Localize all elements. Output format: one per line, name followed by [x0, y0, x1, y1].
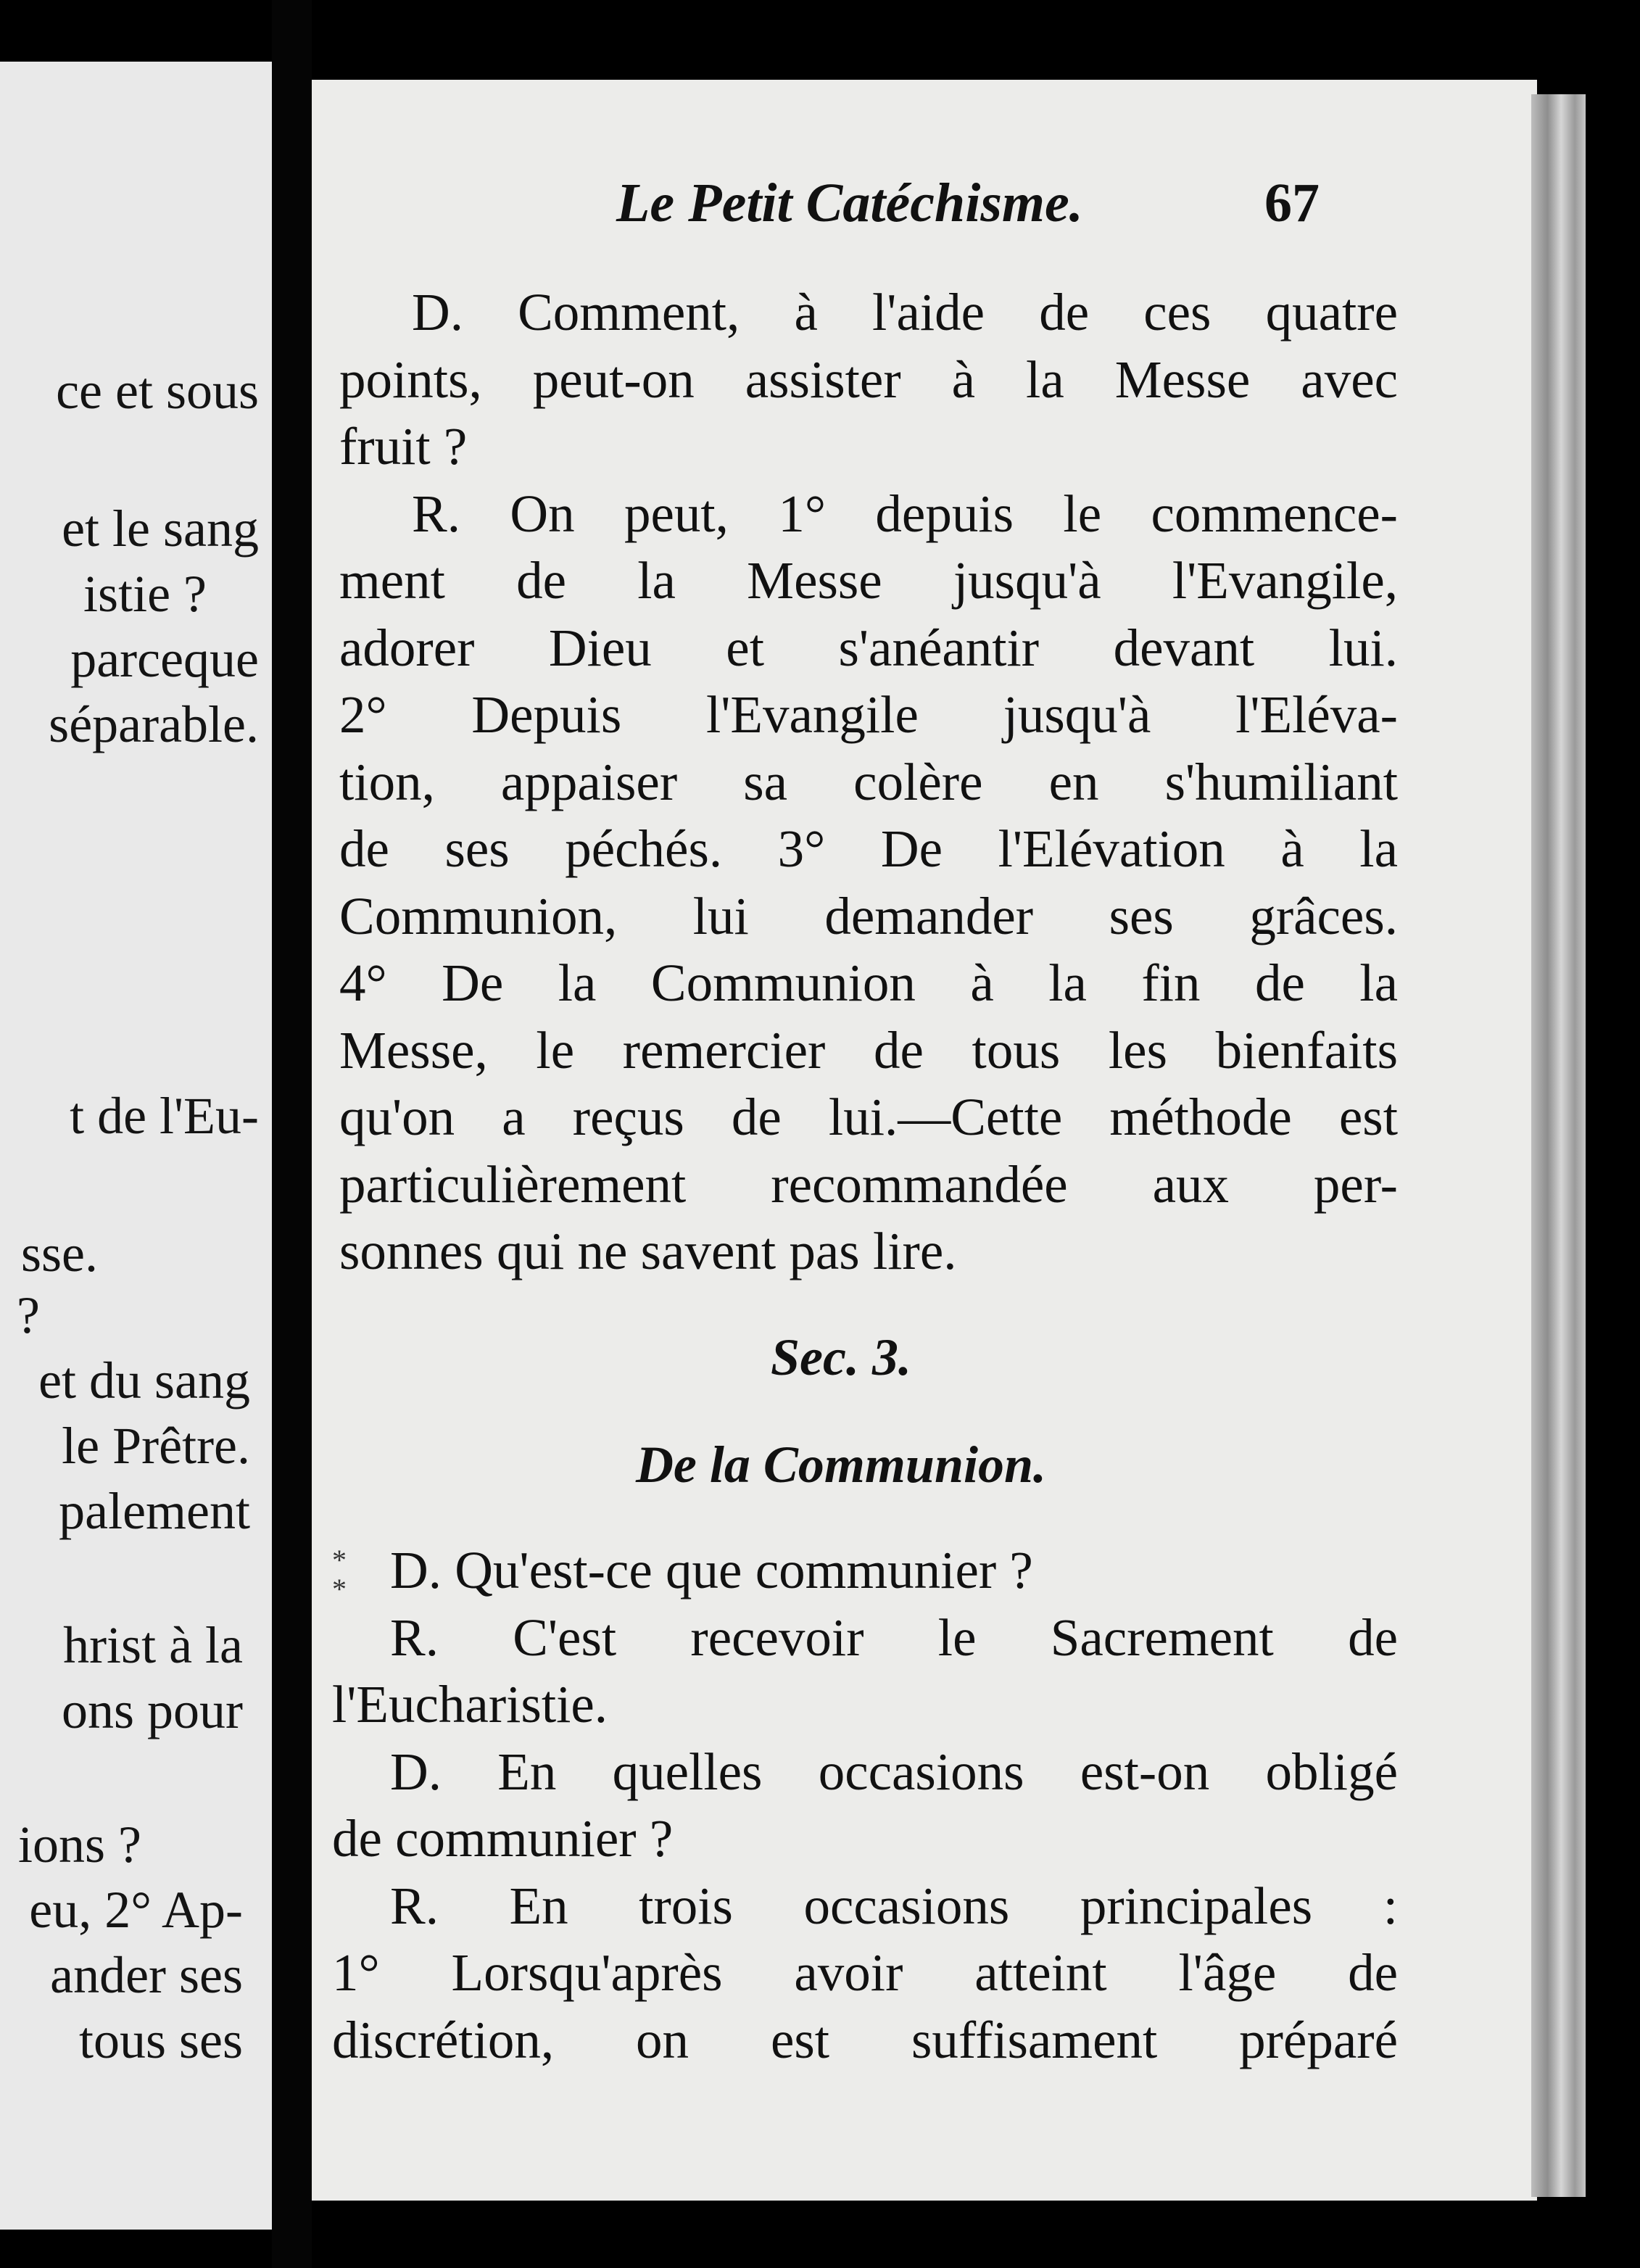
text-line: points, peut-on assister à la Messe avec [339, 349, 1398, 409]
left-facing-page [0, 62, 272, 2230]
paragraph-block-top [339, 279, 1398, 1286]
book-page [312, 80, 1537, 2201]
running-head [312, 167, 1414, 239]
left-page-fragment: et le sang [62, 500, 259, 558]
left-page-fragment: t de l'Eu- [70, 1087, 259, 1145]
book-gutter [272, 0, 312, 2268]
text-line: R. En trois occasions principales : [390, 1876, 1398, 1935]
text-line: sonnes qui ne savent pas lire. [339, 1222, 957, 1280]
page-number: 67 [1264, 173, 1320, 233]
left-page-fragment: parceque [70, 630, 259, 688]
text-line: discrétion, on est suffisament préparé [332, 2010, 1398, 2069]
text-line: 1° Lorsqu'après avoir atteint l'âge de [332, 1943, 1398, 2002]
text-line: D. Comment, à l'aide de ces quatre [412, 283, 1398, 342]
section-title: De la Communion. [635, 1436, 1047, 1494]
left-page-fragment: eu, 2° Ap- [29, 1881, 243, 1939]
left-page-fragment: tous ses [78, 2011, 243, 2069]
left-page-fragment: sse. [21, 1225, 98, 1283]
text-line: qu'on a reçus de lui.—Cette méthode est [339, 1088, 1398, 1146]
star-mark: * [332, 1544, 347, 1576]
text-line: ment de la Messe jusqu'à l'Evangile, [339, 551, 1398, 610]
left-page-fragment: hrist à la [63, 1616, 243, 1674]
text-line: fruit ? [339, 417, 468, 476]
text-line: tion, appaiser sa colère en s'humiliant [339, 752, 1398, 811]
text-line: Communion, lui demander ses grâces. [339, 886, 1398, 945]
paragraph-block-bottom [332, 1537, 1398, 2074]
running-title: Le Petit Catéchisme. [616, 173, 1083, 233]
text-line: R. C'est recevoir le Sacrement de [390, 1607, 1398, 1667]
left-page-fragment: ander ses [50, 1946, 243, 2004]
star-mark: * [332, 1573, 347, 1605]
text-line: 4° De la Communion à la fin de la [339, 953, 1398, 1012]
left-page-fragment: ions ? [18, 1816, 141, 1874]
text-line: D. En quelles occasions est-on obligé [390, 1742, 1398, 1801]
text-line: 2° Depuis l'Evangile jusqu'à l'Eléva- [339, 685, 1398, 744]
left-page-fragment: ? [17, 1286, 40, 1344]
text-line: de communier ? [332, 1809, 674, 1868]
text-line: D. Qu'est-ce que communier ? [390, 1541, 1033, 1599]
text-line: particulièrement recommandée aux per- [339, 1154, 1398, 1214]
text-line: Messe, le remercier de tous les bienfaits [339, 1020, 1398, 1080]
text-line: de ses péchés. 3° De l'Elévation à la [339, 819, 1398, 878]
text-line: R. On peut, 1° depuis le commence- [412, 484, 1398, 543]
left-page-fragment: palement [59, 1482, 250, 1540]
page-edge [1531, 94, 1586, 2197]
text-line: l'Eucharistie. [332, 1675, 608, 1734]
left-page-fragment: séparable. [49, 695, 259, 753]
left-page-fragment: et du sang [38, 1352, 250, 1410]
left-page-fragment: ons pour [62, 1681, 243, 1739]
text-line: adorer Dieu et s'anéantir devant lui. [339, 618, 1398, 677]
left-page-fragment: ce et sous [56, 362, 259, 420]
left-page-fragment: istie ? [83, 565, 207, 623]
left-page-fragment: le Prêtre. [62, 1417, 250, 1475]
section-number: Sec. 3. [771, 1328, 911, 1386]
